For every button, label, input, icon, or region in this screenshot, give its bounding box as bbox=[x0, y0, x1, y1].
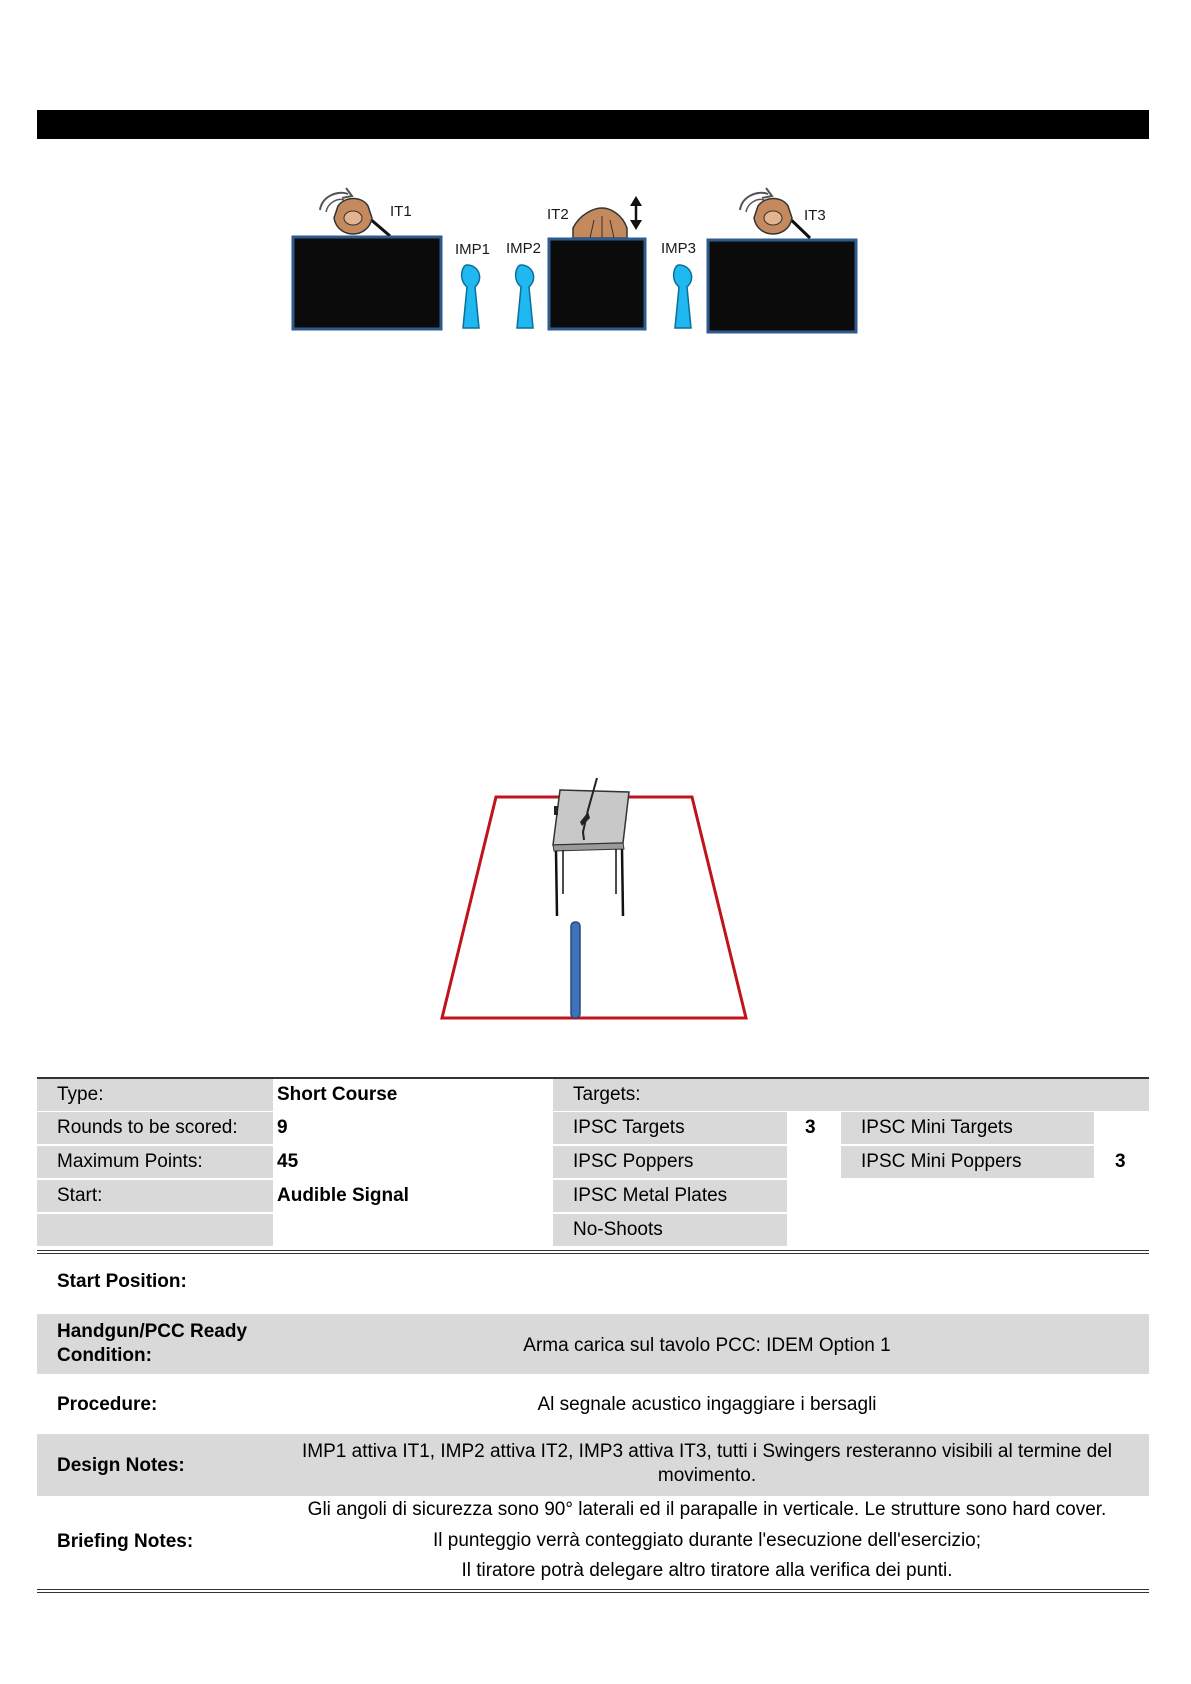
design-notes-label: Design Notes: bbox=[57, 1455, 185, 1476]
swinger-target-icon bbox=[334, 199, 390, 237]
ready-condition-label-2: Condition: bbox=[57, 1345, 152, 1366]
design-notes-line-1: IMP1 attiva IT1, IMP2 attiva IT2, IMP3 attiva IT3, tutti i Swingers resteranno visibili al termine del bbox=[302, 1441, 1112, 1462]
hard-cover-wall-icon bbox=[549, 239, 645, 329]
briefing-notes-row bbox=[37, 1496, 1149, 1588]
design-notes-row bbox=[37, 1434, 1149, 1496]
briefing-notes-line-2: Il punteggio verrà conteggiato durante l'esecuzione dell'esercizio; bbox=[432, 1530, 982, 1551]
fault-line-pole bbox=[571, 922, 580, 1018]
briefing-notes-line-1: Gli angoli di sicurezza sono 90° laterali ed il parapalle in verticale. Le strutture sono hard cover. bbox=[307, 1499, 1107, 1520]
stage-details bbox=[37, 1250, 1149, 1581]
start-value: Audible Signal bbox=[277, 1185, 409, 1206]
procedure-row bbox=[37, 1374, 1149, 1434]
max-points-label: Maximum Points: bbox=[37, 1146, 273, 1179]
ipsc-metal-plates-label: IPSC Metal Plates bbox=[553, 1180, 787, 1213]
ipsc-poppers-label: IPSC Poppers bbox=[553, 1146, 787, 1179]
procedure-value: Al segnale acustico ingaggiare i bersagli bbox=[537, 1394, 877, 1415]
procedure-label: Procedure: bbox=[57, 1394, 158, 1415]
ipsc-targets-value: 3 bbox=[805, 1117, 816, 1138]
ipsc-mini-targets-label: IPSC Mini Targets bbox=[841, 1112, 1094, 1145]
up-down-arrow-icon bbox=[630, 196, 642, 230]
rounds-value: 9 bbox=[277, 1117, 288, 1138]
empty-label-cell bbox=[37, 1214, 273, 1247]
hard-cover-wall-icon bbox=[708, 240, 856, 332]
type-value: Short Course bbox=[277, 1084, 398, 1105]
ipsc-mini-poppers-label: IPSC Mini Poppers bbox=[841, 1146, 1094, 1179]
mini-popper-icon bbox=[516, 265, 534, 328]
briefing-notes-line-3: Il tiratore potrà delegare altro tiratore alla verifica dei punti. bbox=[461, 1560, 953, 1581]
label-imp1: IMP1 bbox=[455, 241, 491, 258]
hard-cover-wall-icon bbox=[293, 237, 441, 329]
ipsc-mini-poppers-value: 3 bbox=[1115, 1151, 1126, 1172]
no-shoots-label: No-Shoots bbox=[553, 1214, 787, 1247]
mini-popper-icon bbox=[674, 265, 692, 328]
ipsc-targets-label: IPSC Targets bbox=[553, 1112, 787, 1145]
start-label: Start: bbox=[37, 1180, 273, 1213]
ready-condition-row bbox=[37, 1314, 1149, 1374]
label-it1: IT1 bbox=[390, 203, 412, 220]
ready-condition-value: Arma carica sul tavolo PCC: IDEM Option 1 bbox=[523, 1335, 891, 1356]
stage-info-table bbox=[37, 1077, 1149, 1240]
table-icon bbox=[553, 790, 629, 916]
bottom-rule bbox=[37, 1589, 1149, 1593]
targets-label: Targets: bbox=[553, 1079, 1149, 1112]
rounds-label: Rounds to be scored: bbox=[37, 1112, 273, 1145]
type-label: Type: bbox=[37, 1079, 273, 1112]
max-points-value: 45 bbox=[277, 1151, 299, 1172]
ready-condition-label-1: Handgun/PCC Ready bbox=[57, 1321, 248, 1342]
mini-popper-icon bbox=[462, 265, 480, 328]
label-imp2: IMP2 bbox=[506, 240, 542, 257]
bobber-target-icon bbox=[573, 208, 627, 238]
design-notes-line-2: movimento. bbox=[657, 1465, 757, 1486]
label-it3: IT3 bbox=[804, 207, 826, 224]
start-position-row bbox=[37, 1254, 1149, 1314]
label-it2: IT2 bbox=[547, 206, 569, 223]
swinger-target-icon bbox=[754, 199, 810, 239]
label-imp3: IMP3 bbox=[661, 240, 697, 257]
briefing-notes-label: Briefing Notes: bbox=[57, 1531, 194, 1552]
start-position-label: Start Position: bbox=[57, 1271, 187, 1292]
